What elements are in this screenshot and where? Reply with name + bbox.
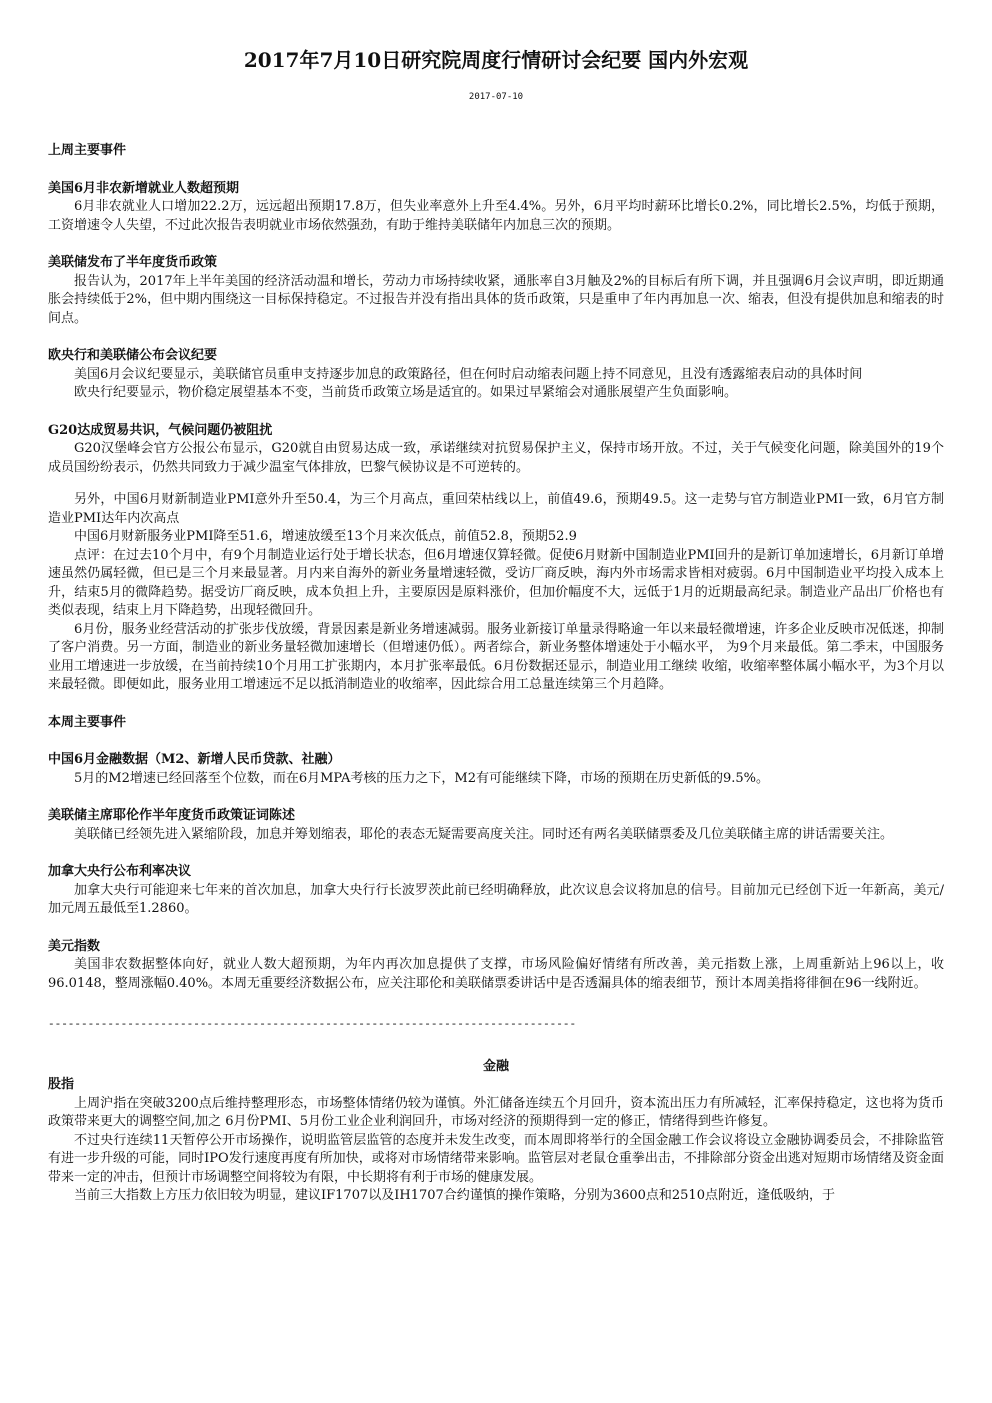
paragraph: G20汉堡峰会官方公报公布显示，G20就自由贸易达成一致，承诺继续对抗贸易保护主义，保持市场开放。不过，关于气候变化问题，除美国外的19个成员国纷纷表示，仍然共同致力于减少温室气体排放，巴黎气候协议是不可逆转的。 — [48, 441, 944, 475]
section-heading-last-week: 上周主要事件 — [48, 143, 127, 158]
paragraph: 点评：在过去10个月中，有9个月制造业运行处于增长状态，但6月增速仅算轻微。促使6月财新中国制造业PMI回升的是新订单加速增长，6月新订单增速虽然仍属轻微，但已是三个月来最显著。月内来自海外的新业务量增速轻微，受访厂商反映，海内外市场需求皆相对疲弱。6月中国制造业平均投入成本上升，结束5月的微降趋势。据受访厂商反映，成本负担上升，主要原因是原料涨价，但加价幅度不大，远低于1月的近期最高纪录。制造业产品出厂价格也有类似表现，结束上月下降趋势，出现轻微回升。 — [48, 547, 944, 618]
paragraph: 美国6月会议纪要显示，美联储官员重申支持逐步加息的政策路径，但在何时启动缩表问题上持不同意见，且没有透露缩表启动的具体时间 — [74, 366, 863, 382]
event-heading: 美联储发布了半年度货币政策 — [48, 255, 218, 270]
event-heading: 加拿大央行公布利率决议 — [48, 864, 192, 879]
section-divider: -------------------------------------------------------------------------------- — [48, 1019, 577, 1031]
event-heading: 美国6月非农新增就业人数超预期 — [48, 180, 240, 196]
event-heading: 美元指数 — [48, 938, 101, 954]
event-heading: G20达成贸易共识，气候问题仍被阻扰 — [48, 422, 273, 438]
paragraph: 6月非农就业人口增加22.2万，远远超出预期17.8万，但失业率意外上升至4.4%。另外，6月平均时薪环比增长0.2%，同比增长2.5%，均低于预期，工资增速令人失望，不过此次报告表明就业市场依然强劲，有助于维持美联储年内加息三次的预期。 — [48, 199, 944, 233]
paragraph: 美国非农数据整体向好，就业人数大超预期，为年内再次加息提供了支撑，市场风险偏好情绪有所改善，美元指数上涨，上周重新站上96以上，收96.0148，整周涨幅0.40%。本周无重要经济数据公布，应关注耶伦和美联储票委讲话中是否透漏具体的缩表细节，预计本周美指将徘徊在96一线附近。 — [48, 957, 944, 991]
subsection-heading-stock-index: 股指 — [48, 1077, 75, 1092]
paragraph: 欧央行纪要显示，物价稳定展望基本不变，当前货币政策立场是适宜的。如果过早紧缩会对通胀展望产生负面影响。 — [74, 385, 738, 400]
paragraph: 5月的M2增速已经回落至个位数，而在6月MPA考核的压力之下，M2有可能继续下降，市场的预期在历史新低的9.5%。 — [74, 770, 769, 786]
paragraph: 美联储已经领先进入紧缩阶段，加息并筹划缩表，耶伦的表态无疑需要高度关注。同时还有两名美联储票委及几位美联储主席的讲话需要关注。 — [74, 826, 894, 842]
section-heading-finance: 金融 — [482, 1058, 509, 1074]
document-date: 2017-07-10 — [468, 92, 524, 102]
section-heading-this-week: 本周主要事件 — [48, 714, 127, 730]
paragraph: 6月份，服务业经营活动的扩张步伐放缓，背景因素是新业务增速减弱。服务业新接订单量录得略逾一年以来最轻微增速，许多企业反映市况低迷，抑制了客户消费。另一方面，制造业的新业务量轻微加速增长（但增速仍低）。两者综合，新业务整体增速处于小幅水平， 为9个月来最低。第二季末，中国服务业用工增速进一步放缓，在当前持续10个月用工扩张期内，本月扩张率最低。6月份数据还显示，制造业用工继续 收缩，收缩率整体属小幅水平，为3个月以来最轻微。即便如此，服务业用工增速远不足以抵消制造业的收缩率，因此综合用工总量连续第三个月趋降。 — [48, 621, 944, 692]
document-title: 2017年7月10日研究院周度行情研讨会纪要 国内外宏观 — [243, 48, 749, 72]
paragraph: 当前三大指数上方压力依旧较为明显，建议IF1707以及IH1707合约谨慎的操作策略，分别为3600点和2510点附近，逢低吸纳，于 — [74, 1188, 835, 1203]
paragraph: 不过央行连续11天暂停公开市场操作，说明监管层监管的态度并未发生改变，而本周即将举行的全国金融工作会议将设立金融协调委员会，不排除监管有进一步升级的可能，同时IPO发行速度再度有所加快，或将对市场情绪带来影响。监管层对老鼠仓重拳出击，不排除部分资金出逃对短期市场情绪及资金面带来一定的冲击，但预计市场调整空间将较为有限，中长期将有利于市场的健康发展。 — [48, 1132, 944, 1185]
paragraph: 上周沪指在突破3200点后维持整理形态，市场整体情绪仍较为谨慎。外汇储备连续五个月回升，资本流出压力有所减轻，汇率保持稳定，这也将为货币政策带来更大的调整空间,加之 6月份PMI、5月份工业企业利润回升，市场对经济的预期得到一定的修正，情绪得到些许修复。 — [48, 1095, 944, 1129]
document-body — [48, 142, 944, 1206]
event-heading: 欧央行和美联储公布会议纪要 — [48, 348, 218, 363]
paragraph: 加拿大央行可能迎来七年来的首次加息，加拿大央行行长波罗茨此前已经明确释放，此次议息会议将加息的信号。目前加元已经创下近一年新高，美元/加元周五最低至1.2860。 — [48, 882, 944, 916]
paragraph: 另外，中国6月财新制造业PMI意外升至50.4，为三个月高点，重回荣枯线以上，前值49.6，预期49.5。这一走势与官方制造业PMI一致，6月官方制造业PMI达年内次高点 — [48, 492, 944, 526]
paragraph: 报告认为，2017年上半年美国的经济活动温和增长，劳动力市场持续收紧，通胀率自3月触及2%的目标后有所下调，并且强调6月会议声明，即近期通胀会持续低于2%，但中期内围绕这一目标保持稳定。不过报告并没有指出具体的货币政策，只是重申了年内再加息一次、缩表，但没有提供加息和缩表的时间点。 — [48, 273, 944, 326]
event-heading: 中国6月金融数据（M2、新增人民币贷款、社融） — [48, 752, 341, 767]
paragraph: 中国6月财新服务业PMI降至51.6，增速放缓至13个月来次低点，前值52.8，预期52.9 — [74, 529, 577, 544]
event-heading: 美联储主席耶伦作半年度货币政策证词陈述 — [48, 808, 296, 823]
